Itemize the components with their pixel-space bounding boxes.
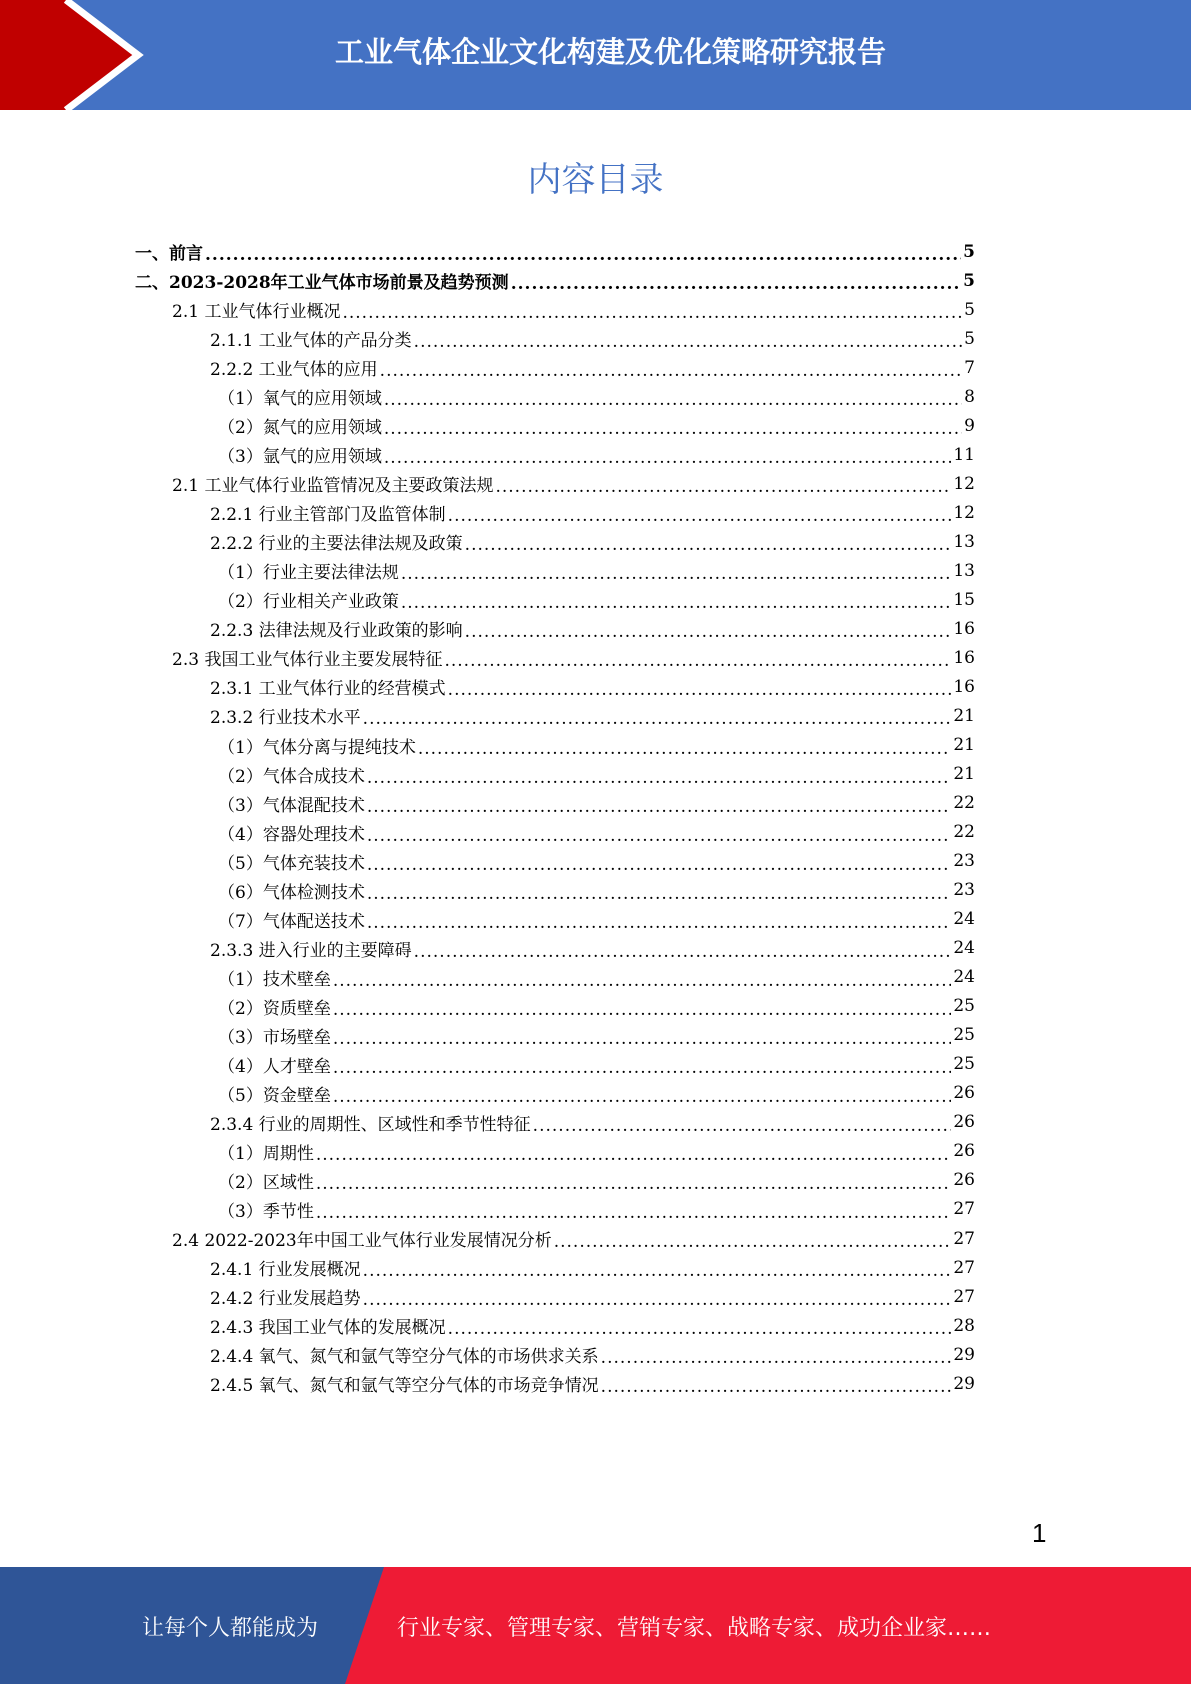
toc-entry[interactable] — [218, 992, 975, 1021]
toc-entry-label: （3）季节性 — [218, 1201, 314, 1222]
toc-entry[interactable] — [218, 847, 975, 876]
toc-entry-page: 24 — [953, 967, 975, 988]
toc-entry-label: 2.2.2 工业气体的应用 — [210, 360, 378, 381]
toc-entry-page: 22 — [953, 822, 975, 843]
toc-entry[interactable] — [210, 701, 975, 730]
toc-entry[interactable] — [172, 1224, 975, 1253]
toc-entry[interactable] — [218, 789, 975, 818]
toc-entry-label: 2.1 工业气体行业监管情况及主要政策法规 — [172, 476, 494, 497]
toc-entry-label: （2）资质壁垒 — [218, 998, 331, 1019]
toc-entry-page: 29 — [953, 1373, 975, 1394]
toc-entry[interactable] — [210, 1311, 975, 1340]
toc-entry[interactable] — [210, 1282, 975, 1311]
toc-entry-page: 24 — [953, 909, 975, 930]
toc-entry-page: 25 — [953, 1054, 975, 1075]
dot-leader — [367, 767, 952, 789]
toc-entry-label: 2.4.5 氧气、氮气和氩气等空分气体的市场竞争情况 — [210, 1376, 599, 1397]
dot-leader — [384, 418, 962, 440]
dot-leader — [444, 650, 951, 672]
toc-entry[interactable] — [210, 527, 975, 556]
toc-heading: 内容目录 — [527, 160, 664, 200]
footer-slogan-left: 让每个人都能成为 — [142, 1616, 319, 1641]
dot-leader — [333, 999, 952, 1021]
toc-entry[interactable] — [210, 614, 975, 643]
toc-entry-label: （1）气体分离与提纯技术 — [218, 737, 416, 758]
toc-entry[interactable] — [218, 1050, 975, 1079]
toc-entry-label: 2.3 我国工业气体行业主要发展特征 — [172, 650, 443, 671]
toc-entry-label: 2.3.4 行业的周期性、区域性和季节性特征 — [210, 1114, 531, 1135]
dot-leader — [316, 1173, 952, 1195]
dot-leader — [533, 1115, 952, 1137]
toc-entry[interactable] — [172, 643, 975, 672]
toc-entry-page: 29 — [953, 1344, 975, 1365]
toc-entry-label: 2.4.3 我国工业气体的发展概况 — [210, 1318, 446, 1339]
dot-leader — [414, 941, 952, 963]
toc-entry[interactable] — [218, 382, 975, 411]
dot-leader — [401, 592, 952, 614]
toc-entry[interactable] — [210, 1340, 975, 1369]
toc-entry[interactable] — [210, 1369, 975, 1398]
toc-entry-page: 26 — [953, 1141, 975, 1162]
dot-leader — [333, 1086, 952, 1108]
toc-entry[interactable] — [210, 498, 975, 527]
toc-entry-page: 12 — [953, 473, 975, 494]
dot-leader — [601, 1347, 952, 1369]
dot-leader — [495, 476, 951, 498]
toc-entry-page: 16 — [953, 618, 975, 639]
toc-entry-page: 25 — [953, 1025, 975, 1046]
toc-entry-page: 15 — [953, 589, 975, 610]
toc-entry-label: 2.1 工业气体行业概况 — [172, 302, 341, 323]
toc-entry-label: （3）气体混配技术 — [218, 795, 365, 816]
toc-entry[interactable] — [135, 237, 975, 266]
toc-entry-label: （4）人才壁垒 — [218, 1056, 331, 1077]
toc-entry-page: 24 — [953, 938, 975, 959]
dot-leader — [554, 1231, 952, 1253]
dot-leader — [363, 1260, 952, 1282]
toc-entry-label: 2.2.3 法律法规及行业政策的影响 — [210, 621, 463, 642]
dot-leader — [511, 273, 961, 295]
toc-entry-label: 2.4.2 行业发展趋势 — [210, 1289, 361, 1310]
toc-entry-label: 2.4 2022-2023年中国工业气体行业发展情况分析 — [172, 1231, 552, 1252]
toc-entry-page: 26 — [953, 1083, 975, 1104]
toc-entry[interactable] — [218, 1021, 975, 1050]
dot-leader — [333, 970, 952, 992]
dot-leader — [367, 883, 952, 905]
toc-entry-page: 21 — [953, 705, 975, 726]
toc-entry-label: （4）容器处理技术 — [218, 824, 365, 845]
toc-entry-page: 5 — [964, 328, 975, 349]
toc-entry-page: 11 — [953, 444, 975, 465]
toc-entry[interactable] — [210, 324, 975, 353]
toc-entry[interactable] — [135, 266, 975, 295]
toc-entry-page: 13 — [953, 560, 975, 581]
toc-entry-page: 27 — [953, 1257, 975, 1278]
report-title: 工业气体企业文化构建及优化策略研究报告 — [334, 35, 886, 69]
toc-entry-page: 27 — [953, 1199, 975, 1220]
dot-leader — [367, 854, 952, 876]
dot-leader — [333, 1028, 952, 1050]
dot-leader — [384, 389, 962, 411]
toc-entry-label: 2.1.1 工业气体的产品分类 — [210, 331, 412, 352]
toc-entry-page: 23 — [953, 880, 975, 901]
toc-entry-label: （1）行业主要法律法规 — [218, 563, 399, 584]
toc-entry-label: 二、2023-2028年工业气体市场前景及趋势预测 — [135, 273, 509, 294]
dot-leader — [316, 1202, 952, 1224]
dot-leader — [316, 1144, 952, 1166]
toc-entry[interactable] — [218, 1079, 975, 1108]
toc-entry[interactable] — [218, 585, 975, 614]
toc-entry-label: （2）氮气的应用领域 — [218, 418, 382, 439]
toc-entry[interactable] — [218, 731, 975, 760]
toc-entry[interactable] — [172, 295, 975, 324]
toc-entry-label: 2.4.1 行业发展概况 — [210, 1260, 361, 1281]
toc-entry-label: 2.3.2 行业技术水平 — [210, 708, 361, 729]
toc-entry-page: 22 — [953, 793, 975, 814]
dot-leader — [414, 331, 963, 353]
toc-entry[interactable] — [210, 353, 975, 382]
toc-entry-page: 23 — [953, 851, 975, 872]
toc-entry-label: （2）区域性 — [218, 1172, 314, 1193]
page-footer — [0, 1567, 1191, 1684]
toc-entry-label: （1）周期性 — [218, 1143, 314, 1164]
toc-entry-label: 2.4.4 氧气、氮气和氩气等空分气体的市场供求关系 — [210, 1347, 599, 1368]
toc-entry-page: 26 — [953, 1112, 975, 1133]
toc-entry[interactable] — [210, 1253, 975, 1282]
toc-entry[interactable] — [218, 1195, 975, 1224]
toc-entry-page: 12 — [953, 502, 975, 523]
toc-entry-page: 5 — [963, 270, 975, 291]
toc-entry-label: 一、前言 — [135, 244, 203, 264]
toc-entry-page: 27 — [953, 1286, 975, 1307]
toc-entry[interactable] — [218, 440, 975, 469]
footer-slogan-right: 行业专家、管理专家、营销专家、战略专家、成功企业家…… — [397, 1616, 992, 1641]
toc-entry-page: 9 — [964, 415, 975, 436]
dot-leader — [342, 302, 962, 324]
toc-entry[interactable] — [218, 818, 975, 847]
toc-entry-label: （1）氧气的应用领域 — [218, 389, 382, 410]
dot-leader — [448, 679, 952, 701]
toc-entry-page: 13 — [953, 531, 975, 552]
toc-entry-page: 25 — [953, 996, 975, 1017]
toc-entry-page: 16 — [953, 647, 975, 668]
page-number: 1 — [1032, 1518, 1047, 1548]
toc-entry[interactable] — [218, 876, 975, 905]
toc-entry-page: 7 — [964, 357, 975, 378]
toc-entry-label: （1）技术壁垒 — [218, 969, 331, 990]
toc-entry-label: （5）资金壁垒 — [218, 1085, 331, 1106]
dot-leader — [601, 1376, 952, 1398]
toc-entry[interactable] — [218, 556, 975, 585]
toc-entry[interactable] — [210, 672, 975, 701]
toc-entry-page: 26 — [953, 1170, 975, 1191]
toc-entry-label: （7）气体配送技术 — [218, 911, 365, 932]
dot-leader — [367, 912, 952, 934]
toc-entry[interactable] — [210, 934, 975, 963]
toc-entry-label: 2.3.1 工业气体行业的经营模式 — [210, 679, 446, 700]
dot-leader — [384, 447, 952, 469]
toc-entry-label: 2.3.3 进入行业的主要障碍 — [210, 940, 412, 961]
dot-leader — [363, 708, 952, 730]
page-header — [0, 0, 1191, 110]
dot-leader — [380, 360, 963, 382]
toc-entry[interactable] — [218, 760, 975, 789]
toc-entry[interactable] — [172, 469, 975, 498]
toc-entry-page: 21 — [953, 764, 975, 785]
toc-entry-page: 5 — [963, 241, 975, 262]
dot-leader — [465, 621, 952, 643]
toc-entry-page: 21 — [953, 735, 975, 755]
toc-entry-label: （6）气体检测技术 — [218, 882, 365, 903]
dot-leader — [205, 244, 961, 266]
toc-entry-page: 28 — [953, 1315, 975, 1336]
dot-leader — [333, 1057, 952, 1079]
toc-entry[interactable] — [218, 1137, 975, 1166]
toc-entry[interactable] — [218, 905, 975, 934]
toc-entry-label: （5）气体充装技术 — [218, 853, 365, 874]
toc-entry[interactable] — [210, 1108, 975, 1137]
toc-entry-page: 16 — [953, 676, 975, 697]
toc-entry[interactable] — [218, 1166, 975, 1195]
toc-entry-page: 5 — [964, 299, 975, 320]
toc-entry-label: 2.2.2 行业的主要法律法规及政策 — [210, 534, 463, 555]
toc-entry-label: 2.2.1 行业主管部门及监管体制 — [210, 505, 446, 526]
toc-entry-label: （2）气体合成技术 — [218, 766, 365, 787]
toc-entry-label: （3）氩气的应用领域 — [218, 447, 382, 468]
toc-entry[interactable] — [218, 963, 975, 992]
dot-leader — [448, 505, 952, 527]
dot-leader — [418, 738, 952, 760]
dot-leader — [367, 796, 952, 818]
dot-leader — [465, 534, 952, 556]
dot-leader — [363, 1289, 952, 1311]
toc-entry-page: 27 — [953, 1228, 975, 1249]
dot-leader — [401, 563, 952, 585]
toc-entry-label: （3）市场壁垒 — [218, 1027, 331, 1048]
toc-entry-page: 8 — [964, 386, 975, 407]
toc-entry-label: （2）行业相关产业政策 — [218, 592, 399, 613]
dot-leader — [448, 1318, 952, 1340]
toc-entry[interactable] — [218, 411, 975, 440]
dot-leader — [367, 825, 952, 847]
